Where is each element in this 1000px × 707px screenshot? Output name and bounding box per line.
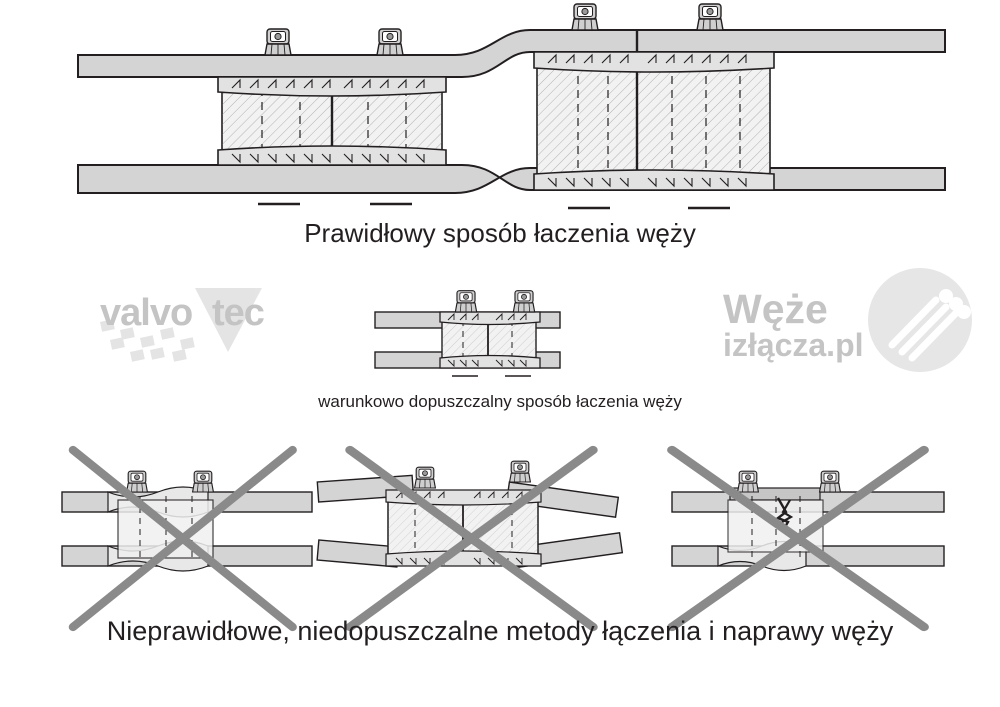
- clamp: [127, 471, 148, 492]
- weze-logo-line1: Węże: [723, 286, 828, 332]
- conditional-connection-diagram: [375, 291, 560, 376]
- clamp: [738, 471, 759, 492]
- valvo-tec-logo-text: valvo: [100, 292, 193, 334]
- cross-mark: [672, 450, 924, 627]
- clamp: [513, 291, 534, 312]
- incorrect-diagram-2: [317, 450, 622, 627]
- caption-correct-method: Prawidłowy sposób łaczenia węży: [304, 218, 696, 248]
- incorrect-diagram-3: [672, 450, 944, 627]
- weze-izlacza-logo: [868, 268, 972, 372]
- clamp: [510, 461, 531, 482]
- caption-incorrect-methods: Nieprawidłowe, niedopuszczalne metody łączenia i naprawy węży: [106, 616, 894, 646]
- correct-connection-diagram: [78, 4, 945, 208]
- clamp: [415, 467, 436, 488]
- clamp: [572, 4, 598, 30]
- valvo-tec-logo-text2: tec: [212, 292, 264, 334]
- clamp: [377, 29, 403, 55]
- caption-conditional-method: warunkowo dopuszczalny sposób łaczenia węży: [318, 392, 682, 411]
- cross-mark: [350, 450, 593, 627]
- clamp: [265, 29, 291, 55]
- incorrect-diagram-1: [62, 450, 312, 627]
- clamp: [697, 4, 723, 30]
- clamp: [820, 471, 841, 492]
- clamp: [193, 471, 214, 492]
- weze-logo-line2: izłącza.pl: [723, 327, 864, 363]
- cross-mark: [73, 450, 293, 627]
- clamp: [455, 291, 476, 312]
